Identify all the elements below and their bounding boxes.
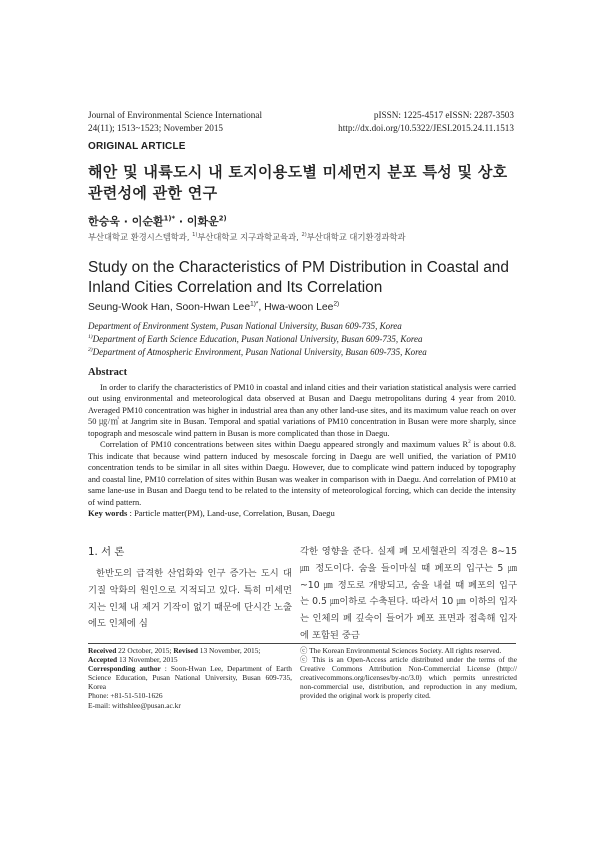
author-mark: 1)* [163,214,176,223]
article-type: ORIGINAL ARTICLE [88,141,186,152]
section-heading: 1. 서 론 [88,546,125,558]
affiliation-text: Department of Earth Science Education, Pusan National University, Busan 609-735, Korea [92,334,423,344]
affiliation-text: 부산대학교 환경시스템학과, [88,232,193,242]
journal-issue: 24(11); 1513~1523; November 2015 [88,123,224,133]
author-mark: 1)* [250,300,259,308]
korean-title: 해안 및 내륙도시 내 토지이용도별 미세먼지 분포 특성 및 상호 관련성에 관한 연구 [88,163,508,202]
journal-citation [88,109,262,135]
corresponding-author [88,664,292,691]
english-author-names: Seung-Wook Han, Soon-Hwan Lee [88,302,251,313]
doi-link[interactable]: http://dx.doi.org/10.5322/JESI.2015.24.11.1513 [338,123,514,133]
english-affiliation: Department of Environment System, Pusan National University, Busan 609-735, Korea [88,321,402,331]
affiliation-text: 부산대학교 대기환경과학과 [306,232,406,242]
license-text: ⓒ This is an Open-Access article distributed under the terms of the Creative Commons Attribution Non-Commercial License (http:// creativecommons.org/licenses/by-nc/3.0) which permits unrestricted non-commercial use, distribution, and reproduction in any medium, provided the original work is properly cited. [300,655,517,701]
corresponding-label: Corresponding author [88,664,161,674]
body-paragraph: 한반도의 급격한 산업화와 인구 증가는 도시 대기질 악화의 원인으로 지적되고 있다. 특히 미세먼지는 인체 내 제거 기작이 없기 때문에 단시간 노출에도 인체에 심 [88,568,292,630]
affiliation-mark: 2) [301,232,307,239]
revised-date: 13 November, 2015; [197,646,261,655]
english-author-name: , Hwa-woon Lee [258,302,334,313]
email-link[interactable]: E-mail: withshlee@pusan.ac.kr [88,700,181,710]
accepted-date: 13 November, 2015 [117,655,178,665]
corresponding-text: : Soon-Hwan Lee, Department of Earth Science Education, Pusan National University, Busan 609-735, Korea [88,664,292,692]
abstract-body [88,382,516,508]
accepted-label: Accepted [88,655,118,665]
abstract-paragraph [88,439,516,508]
abstract-text: Correlation of PM10 concentrations between sites within Daegu appeared strongly and maximum values R [100,440,469,450]
affiliation-mark: 2) [88,347,93,353]
abstract-paragraph: In order to clarify the characteristics of PM10 in coastal and inland cities and their variation statistical analysis were carried out using environmental and meteorological data observed at Busan and Daegu metropolitans during 4 year from 2010. Averaged PM10 concentration was higher in industrial area than any other land-use sites, and its maximum value reach on over 50 ㎍/㎥ at Jangrim site in Busan. Temporal and spatial variations of PM10 concentration in Busan were more sharply, since topograph and mesoscale wind pattern in Busan is more complicated than those in Daegu. [88,383,516,438]
history-line [88,655,292,664]
received-label: Received [88,646,117,655]
body-column-right: 각한 영향을 준다. 실제 폐 모세혈관의 직경은 8∼15 ㎛ 정도이다. 숨을 들이마실 때 폐포의 입구는 5 ㎛~10 ㎛ 정도로 개방되고, 숨을 내쉴 때 폐포의 입구는 0.5 ㎛이하로 수축된다. 따라서 10 ㎛ 이하의 입자는 인체의 폐 깊숙이 들어가 폐포 표면과 접촉해 입자에 포함된 중금 [300,546,517,641]
history-line [88,646,292,655]
abstract-text: is about 0.8. This indicate that because wind pattern induced by mesoscale forcing in Daegu are well unified, the variation of PM10 concentration tends to be similar in all sites within Daegu. However, due to complicate wind pattern induced by topography and coastal line, PM10 correlation of sites within Busan was weaker in comparison with in Daegu. And correlation of PM10 at same lane-use in Busan and Daegu tend to be related to the intensity of meteorological forcing, which can decide the intensity of wind pattern. [88,440,516,507]
english-authors [88,302,339,313]
keywords [88,508,335,518]
body-column-left [88,566,292,633]
korean-affiliations [88,231,406,243]
copyright-line: ⓒ The Korean Environmental Sciences Society. All rights reserved. [300,646,502,655]
article-history [88,646,292,710]
abstract-heading: Abstract [88,367,128,378]
english-affiliation [88,347,427,357]
author-mark: 2) [218,214,227,223]
author-mark: 2) [333,300,340,308]
phone: Phone: +81-51-510-1626 [88,691,163,701]
keywords-label: Key words [88,508,128,518]
copyright-notice [300,646,517,701]
korean-authors [88,213,227,229]
affiliation-mark: 1) [88,334,93,340]
korean-author-name: · 이화운 [175,215,219,228]
english-affiliation [88,334,423,344]
korean-author-names: 한승욱 · 이순환 [88,215,164,228]
english-title: Study on the Characteristics of PM Distribution in Coastal and Inland Cities Correlation and Its Correlation [88,259,509,296]
affiliation-text: 부산대학교 지구과학교육과, [197,232,302,242]
received-date: 22 October, 2015; [116,646,174,655]
journal-name: Journal of Environmental Science International [88,110,262,120]
affiliation-text: Department of Atmospheric Environment, Pusan National University, Busan 609-735, Korea [92,347,427,357]
superscript: 2 [468,439,471,446]
affiliation-mark: 1) [192,232,198,239]
revised-label: Revised [173,646,198,655]
footer-divider [88,643,516,644]
keywords-text: : Particle matter(PM), Land-use, Correlation, Busan, Daegu [127,508,335,518]
issn: pISSN: 1225-4517 eISSN: 2287-3503 [373,110,514,120]
journal-identifiers [300,109,514,135]
